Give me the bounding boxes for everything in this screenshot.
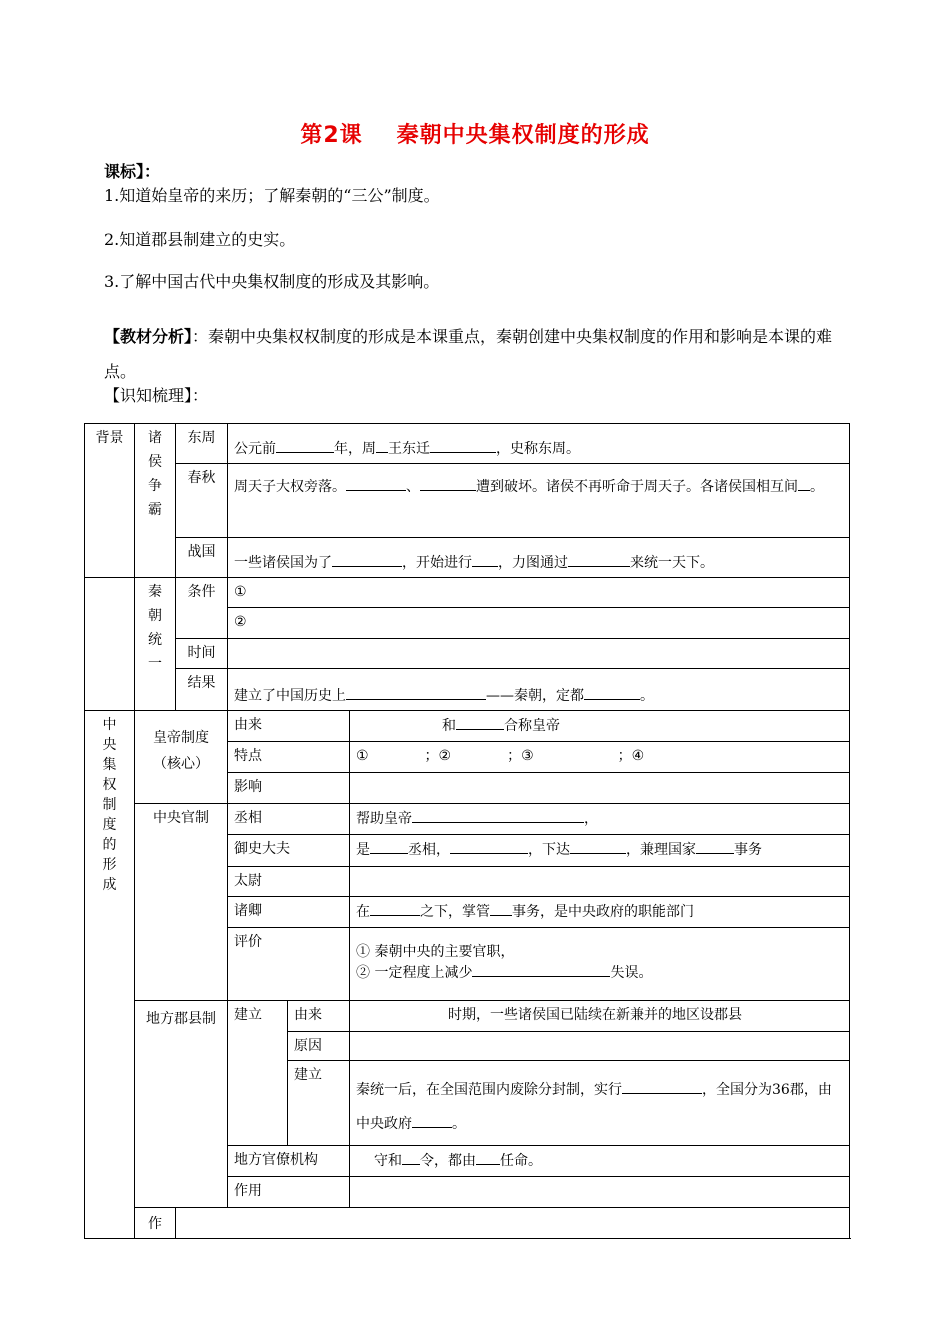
huangdi-tedian-label: 特点	[228, 742, 350, 773]
junxian-jianli2-label: 建立	[288, 1061, 350, 1146]
analysis-heading: 【教材分析】	[104, 327, 193, 346]
shijian-content	[228, 639, 850, 669]
shijian-label: 时间	[176, 639, 228, 669]
junxian-label: 地方郡县制	[135, 1001, 228, 1208]
last-row-content	[176, 1208, 850, 1239]
guanliao-label: 地方官僚机构	[228, 1146, 350, 1177]
jieguo-label: 结果	[176, 669, 228, 711]
shizhi-heading: 【识知梳理】：	[104, 386, 209, 405]
condition-2: ②	[228, 608, 850, 639]
taiwei-content	[350, 867, 850, 897]
pingjia-content: ① 秦朝中央的主要官职， ② 一定程度上减少 失误。	[350, 928, 850, 1001]
guanliao-content: 守和 令，都由 任命。	[350, 1146, 850, 1177]
junxian-jianli-label: 建立	[228, 1001, 288, 1146]
background-label: 背景	[85, 424, 135, 578]
zuoyong-content	[350, 1177, 850, 1208]
huangdi-youlai-content: 和 合称皇帝	[350, 711, 850, 742]
section-label: 中央集权制度的形成	[85, 711, 135, 1239]
huangdi-label: 皇帝制度 （核心）	[135, 711, 228, 804]
kebiao-item-1: 1.知道始皇帝的来历；了解秦朝的“三公”制度。	[104, 186, 440, 205]
dongzhou-content: 公元前 年，周 王东迁 ，史称东周。	[228, 424, 850, 464]
huangdi-youlai-label: 由来	[228, 711, 350, 742]
condition-1: ①	[228, 578, 850, 608]
junxian-youlai-content: 时期，一些诸侯国已陆续在新兼并的地区设郡县	[350, 1001, 850, 1032]
junxian-yuanyin-label: 原因	[288, 1032, 350, 1061]
huangdi-yingxiang-content	[350, 773, 850, 804]
chengxiang-content: 帮助皇帝 ，	[350, 804, 850, 835]
chunqiu-content: 周天子大权旁落。 、 遭到破坏。诸侯不再听命于周天子。各诸侯国相互间 。	[228, 464, 850, 538]
zhanguo-content: 一些诸侯国为了 ，开始进行 ，力图通过 来统一天下。	[228, 538, 850, 578]
last-row-label: 作	[135, 1208, 176, 1239]
huangdi-tedian-content: ① ；② ；③ ；④	[350, 742, 850, 773]
knowledge-table	[84, 423, 850, 1239]
zhanguo-label: 战国	[176, 538, 228, 578]
zhongyang-label: 中央官制	[135, 804, 228, 1001]
kebiao-item-3: 3.了解中国古代中央集权制度的形成及其影响。	[104, 272, 440, 291]
dongzhou-label: 东周	[176, 424, 228, 464]
zhuqing-label: 诸卿	[228, 897, 350, 928]
zhuqing-content: 在 之下，掌管 事务，是中央政府的职能部门	[350, 897, 850, 928]
page-title	[0, 118, 950, 149]
lesson-number: 第2课	[300, 123, 363, 148]
junxian-yuanyin-content	[350, 1032, 850, 1061]
kebiao-item-2: 2.知道郡县制建立的史实。	[104, 230, 296, 249]
chunqiu-label: 春秋	[176, 464, 228, 538]
qin-unification-label: 秦朝统一	[135, 578, 176, 711]
lesson-topic: 秦朝中央集权制度的形成	[396, 123, 650, 148]
junxian-jianli2-content: 秦统一后，在全国范围内废除分封制，实行 ，全国分为36郡，由中央政府 。	[350, 1061, 850, 1146]
taiwei-label: 太尉	[228, 867, 350, 897]
tiaojian-label: 条件	[176, 578, 228, 639]
zuoyong-label: 作用	[228, 1177, 350, 1208]
yushi-content: 是 丞相， ，下达 ，兼理国家 事务	[350, 835, 850, 867]
kebiao-heading: 课标】：	[104, 162, 161, 181]
huangdi-yingxiang-label: 影响	[228, 773, 350, 804]
zhuhou-label: 诸侯争霸	[135, 424, 176, 578]
junxian-youlai-label: 由来	[288, 1001, 350, 1032]
chengxiang-label: 丞相	[228, 804, 350, 835]
background-spacer	[85, 578, 135, 711]
analysis-paragraph	[104, 319, 852, 389]
analysis-text: ：秦朝中央集权权制度的形成是本课重点，秦朝创建中央集权制度的作用和影响是本课的难点。	[104, 327, 833, 381]
pingjia-label: 评价	[228, 928, 350, 1001]
yushi-label: 御史大夫	[228, 835, 350, 867]
jieguo-content: 建立了中国历史上 ——秦朝，定都 。	[228, 669, 850, 711]
